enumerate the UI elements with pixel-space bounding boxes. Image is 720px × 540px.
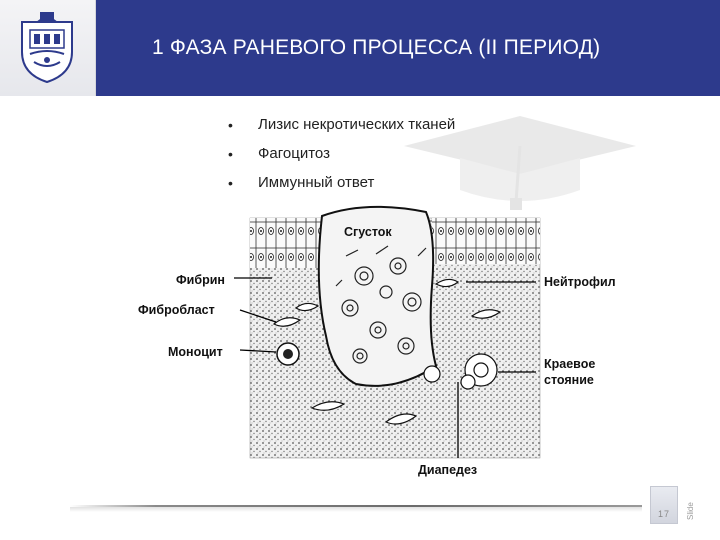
list-item: [228, 139, 455, 168]
university-crest-icon: [14, 8, 80, 86]
label-monocyte: Моноцит: [168, 345, 223, 359]
label-clot: Сгусток: [344, 225, 392, 239]
title-bar: [96, 0, 720, 96]
label-fibroblast: Фибробласт: [138, 303, 215, 317]
list-item: [228, 168, 455, 197]
bullet-marker: •: [228, 145, 233, 162]
bullet-text: Фагоцитоз: [258, 145, 330, 162]
page-number: 17: [657, 509, 670, 519]
list-item: [228, 110, 455, 139]
label-marginal-line1: Краевое: [544, 357, 596, 371]
page-title: 1 ФАЗА РАНЕВОГО ПРОЦЕССА (II ПЕРИОД): [152, 36, 601, 59]
page-number-box: [650, 486, 678, 524]
label-diapedesis: Диапедез: [418, 463, 478, 477]
bullet-list: [228, 110, 455, 197]
bullet-marker: •: [228, 174, 233, 191]
label-neutrophil: Нейтрофил: [544, 275, 616, 289]
label-marginal-line2: стояние: [544, 373, 594, 387]
wound-process-illustration: [136, 196, 646, 484]
label-fibrin: Фибрин: [176, 273, 225, 287]
footer-shadow: [70, 507, 642, 512]
bullet-text: Иммунный ответ: [258, 174, 375, 191]
slide-label: Slide: [686, 502, 695, 520]
monocyte-cell: [277, 343, 299, 365]
bullet-text: Лизис некротических тканей: [258, 116, 456, 133]
epithelium-left: [250, 218, 322, 268]
logo-panel: [0, 0, 96, 96]
bullet-marker: •: [228, 116, 233, 133]
epithelium-right: [432, 218, 540, 264]
